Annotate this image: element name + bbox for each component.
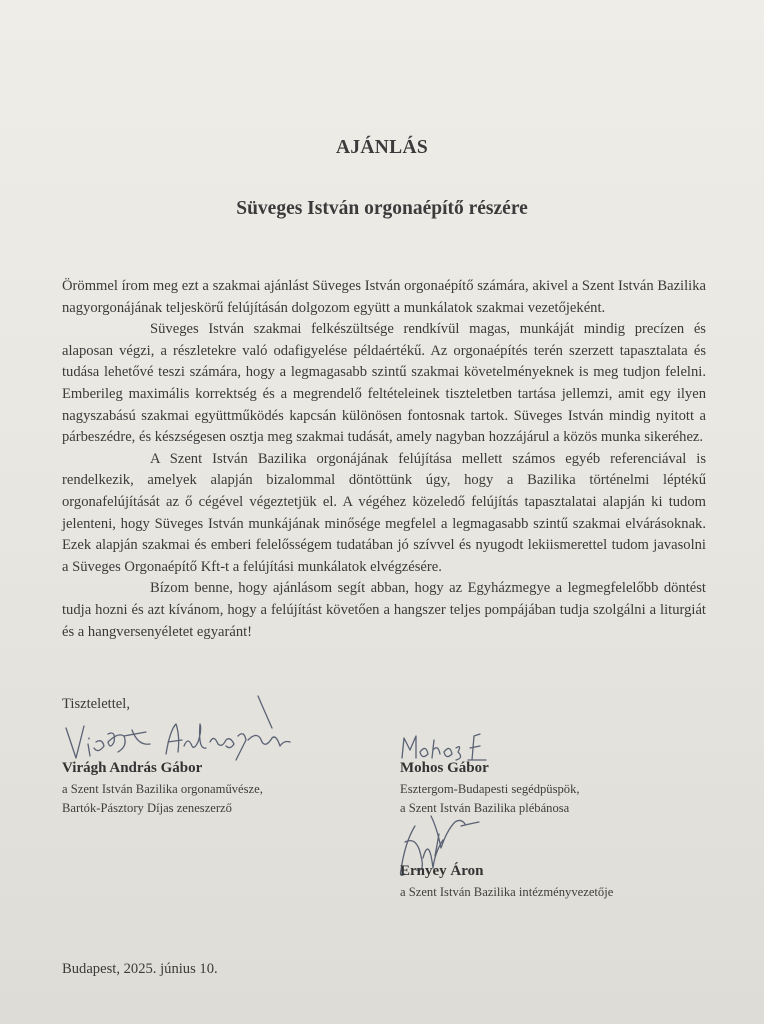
signatory-2-role-line-2: a Szent István Bazilika plébánosa [400, 801, 570, 815]
paragraph-3: A Szent István Bazilika orgonájának felújítása mellett számos egyéb referenciával is rendelkezik, amelyek alapján bizalommal döntöttünk úgy, hogy a Bazilika történelmi léptékű orgonafelújítását az ő cégével végeztetjük el. A végéhez közeledő felújítás tapasztalatai alapján ki tudom jelenteni, hogy Süveges István munkájának minősége megfelel a legmagasabb szintű szakmai elvárásoknak. Ezek alapján szakmai és emberi felelősségem tudatában jó szívvel és nyugodt lekiismerettel tudom javasolni a Süveges Orgonaépítő Kft-t a felújítási munkálatok elvégzésére. [62, 450, 706, 575]
document-title: AJÁNLÁS [335, 137, 429, 158]
paragraph-1: Örömmel írom meg ezt a szakmai ajánlást Süveges István orgonaépítő számára, akivel a Szent István Bazilika nagyorgonájának teljeskörű felújításán dolgozom együtt a munkálatok szakmai vezetőjeként. [62, 278, 706, 316]
paragraph-4: Bízom benne, hogy ajánlásom segít abban, hogy az Egyházmegye a legmegfelelőbb döntést tudja hozni és azt kívánom, hogy a felújítást követően a hangszer teljes pompájában tudja szolgálni a liturgiát és a hangversenyéletet egyaránt! [62, 580, 706, 640]
signatory-1-role-line-1: a Szent István Bazilika orgonaművésze, [62, 782, 263, 796]
closing-salutation: Tisztelettel, [62, 696, 130, 712]
letter-body [62, 276, 706, 643]
paragraph-2: Süveges István szakmai felkészültsége rendkívül magas, munkáját mindig precízen és alaposan végzi, a részletekre való odafigyelése példaértékű. Az orgonaépítés terén szerzett tapasztalata és tudása lehetővé teszi számára, hogy a legmagasabb szintű szakmai követelményeknek is meg tudjon felelni. Emberileg maximális korrektség és a megrendelő feltételeinek tiszteletben tartása jellemzi, amit egy ilyen nagyszabású szakmai együttműködés kapcsán különösen fontosnak tartok. Süveges István mindig nyitott a párbeszédre, és készségesen osztja meg szakmai tudását, amely nagyban hozzájárul a közös munka sikeréhez. [62, 321, 706, 446]
place-and-date: Budapest, 2025. június 10. [62, 961, 218, 977]
document-subtitle: Süveges István orgonaépítő részére [236, 198, 528, 219]
signatory-3-name: Ernyey Áron [400, 863, 484, 879]
signatory-1-name: Virágh András Gábor [62, 760, 203, 776]
signature-viragh [58, 690, 308, 770]
signatory-3-role-line-1: a Szent István Bazilika intézményvezetője [400, 885, 614, 899]
signatory-2-role-line-1: Esztergom-Budapesti segédpüspök, [400, 782, 580, 796]
signatory-1-role-line-2: Bartók-Pásztory Díjas zeneszerző [62, 801, 232, 815]
signatory-2-name: Mohos Gábor [400, 760, 489, 776]
